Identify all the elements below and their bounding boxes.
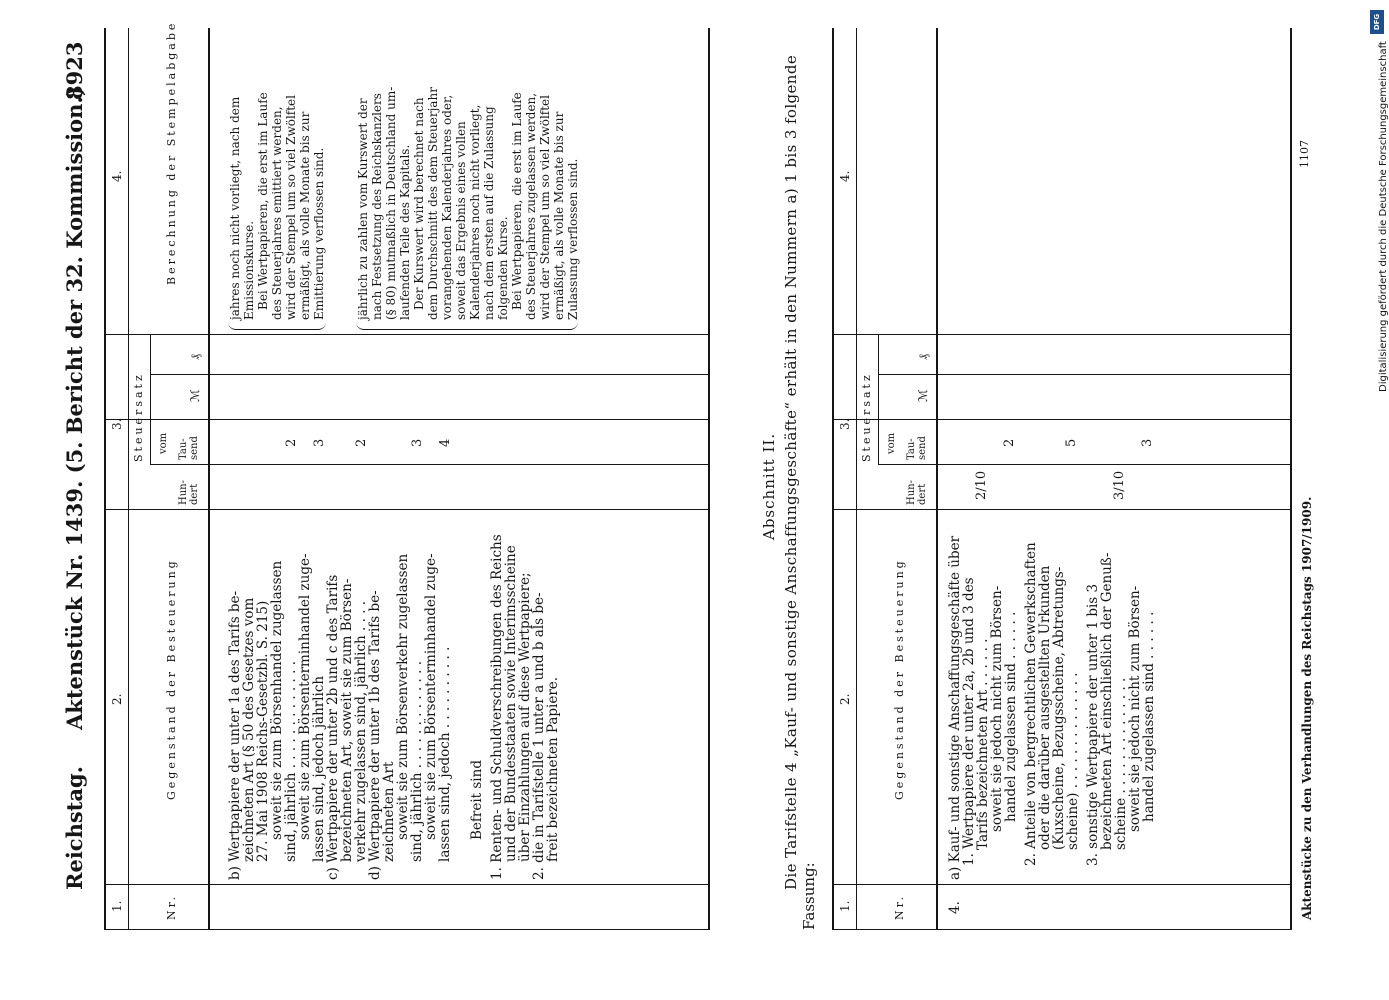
header-left: Reichstag.	[62, 766, 87, 890]
col2-number: 2.	[110, 693, 124, 705]
t1-line-befreit: Befreit sind	[469, 760, 485, 840]
t2-rate-frac-a: 2/10	[974, 470, 989, 500]
t2-col1-label: Nr.	[893, 893, 906, 920]
t1-c4-b2-9: nach dem ersten auf die Zulassung	[482, 106, 496, 320]
t2-col2-label: Gegenstand der Besteuerung	[893, 558, 906, 800]
t1-c4-b2-13: wird der Stempel um so viel Zwölftel	[538, 95, 552, 320]
t2-col3-mark: ℳ	[916, 389, 930, 402]
t1-c4-b1-6: Emittierung verflossen sind.	[312, 147, 326, 320]
col3-mark: ℳ	[188, 389, 202, 402]
t1-line-8: bezeichneten Art, soweit sie zum Börsen-	[339, 578, 355, 862]
t2-col4-number: 4.	[838, 170, 852, 182]
section-intro-line2: Fassung:	[800, 862, 818, 930]
t1-line-1: zeichneten Art (§ 50 des Gesetzes vom	[241, 597, 257, 862]
t1-c4-b1-4: wird der Stempel um so viel Zwölftel	[284, 95, 298, 320]
t2-col3-vom: vom	[886, 432, 897, 454]
t2-line-9: 3. sonstige Wertpapiere der unter 1 bis 3	[1085, 583, 1101, 866]
t1-line-2: 27. Mai 1908 Reichs-Gesetzbl. S. 215)	[255, 600, 271, 862]
t1-rate-1: 3	[312, 438, 327, 447]
section-title: Abschnitt II.	[760, 432, 778, 540]
t1-line-18: 1. Renten- und Schuldverschreibungen des Reichs	[489, 534, 505, 880]
t1-c4-b1-1: Emissionskurse.	[242, 220, 256, 320]
t1-c4-b1-5: ermäßigt, als volle Monate bis zur	[298, 111, 312, 320]
t1-c4-b2-0: jährlich zu zahlen vom Kurswert der	[356, 98, 370, 320]
t2-line-6: oder die darüber ausgestellten Urkunden	[1037, 565, 1053, 850]
t1-c4-b2-1: nach Festsetzung des Reichskanzlers	[370, 93, 384, 320]
t2-line-2: Tarifs bezeichneten Art . . . . . .	[975, 638, 991, 850]
t2-line-5: 2. Anteile von bergrechtlichen Gewerkschaften	[1023, 542, 1039, 866]
t1-c4-b2-14: ermäßigt, als volle Monate bis zur	[552, 111, 566, 320]
section-intro-line1: Die Tarifstelle 4 „Kauf- und sonstige Anschaffungsgeschäfte“ erhält in den Nummern a) 1 bis 3 folgende	[782, 54, 800, 890]
t2-line-11: scheine . . . . . . . . . . . . . .	[1113, 677, 1129, 850]
t2-line-1: 1. Wertpapiere der unter 2a, 2b und 3 des	[961, 577, 977, 866]
col3-number: 3.	[110, 418, 124, 430]
t2-col3-label: Steuersatz	[860, 372, 873, 462]
t1-line-4: sind, jährlich . . . . . . . . . . . . .	[283, 660, 299, 862]
t1-rate-0: 2	[284, 438, 299, 447]
col4-label: Berechnung der Stempelabgabe	[165, 20, 178, 285]
t1-c4-b2-8: Kalenderjahres noch nicht vorliegt,	[468, 104, 482, 320]
t1-line-10: d) Wertpapiere der unter 1b des Tarifs be-	[367, 590, 383, 880]
t1-c4-b2-5: dem Durchschnitt des dem Steuerjahr	[426, 87, 440, 320]
t1-c4-b2-2: (§ 80) mutmaßlich in Deutschland um-	[384, 86, 398, 320]
footer-right: 1107	[1298, 140, 1311, 168]
t2-line-8: scheine) . . . . . . . . . . . . . .	[1065, 672, 1081, 850]
t2-line-10: bezeichneten Art einschließlich der Genuß-	[1099, 552, 1115, 850]
header-center: Aktenstück Nr. 1439. (5. Bericht der 32. Kommission.)	[62, 86, 87, 730]
t2-col2-number: 2.	[838, 693, 852, 705]
t2-col3-tausend: Tau-send	[906, 436, 928, 460]
t2-rate-frac-c: 3/10	[1112, 470, 1127, 500]
t1-c4-b2-15: Zulassung verflossen sind.	[566, 158, 580, 320]
t1-line-12: soweit sie zum Börsenverkehr zugelassen	[395, 553, 411, 840]
col3-vom: vom	[158, 432, 169, 454]
col1-label: Nr.	[165, 893, 178, 920]
t2-line-4: handel zugelassen sind . . . . . .	[1003, 611, 1019, 822]
page-number: 8923	[62, 41, 87, 100]
dfg-logo: DFG	[1370, 10, 1384, 34]
t1-c4-b1-0: jahres noch nicht vorliegt, nach dem	[228, 96, 242, 320]
t1-c4-b1-3: des Steuerjahres emittiert werden,	[270, 106, 284, 320]
t2-col1-number: 1.	[838, 900, 852, 912]
t1-line-6: lassen sind, jedoch jährlich	[311, 675, 327, 862]
t2-col3-number: 3.	[838, 418, 852, 430]
col2-label: Gegenstand der Besteuerung	[165, 558, 178, 800]
t2-rate-a2: 2	[1002, 438, 1017, 447]
t2-line-0: a) Kauf- und sonstige Anschaffungsgeschäfte über	[947, 535, 963, 880]
t1-line-19: und der Bundesstaaten sowie Interimsscheine	[503, 545, 519, 862]
t1-line-13: sind, jährlich . . . . . . . . . . . . .	[409, 660, 425, 862]
t1-line-21: 2. die in Tarifstelle 1 unter a und b als be-	[531, 592, 547, 880]
t2-line-12: soweit sie jedoch nicht zum Börsen-	[1127, 585, 1143, 832]
t2-row-nr: 4.	[947, 901, 963, 914]
t2-line-13: handel zugelassen sind . . . . . .	[1141, 611, 1157, 822]
t2-rate-b: 5	[1064, 438, 1079, 447]
t1-line-5: soweit sie zum Börsenterminhandel zuge-	[297, 553, 313, 840]
col3-hundert: Hun-dert	[178, 480, 200, 505]
t2-line-3: soweit sie jedoch nicht zum Börsen-	[989, 585, 1005, 832]
t1-c4-b2-11: Bei Wertpapieren, die erst im Laufe	[510, 92, 524, 310]
col1-number: 1.	[110, 900, 124, 912]
t2-col3-hundert: Hun-dert	[906, 480, 928, 505]
t1-line-14: soweit sie zum Börsenterminhandel zuge-	[423, 553, 439, 840]
t1-rate-2: 2	[354, 438, 369, 447]
t1-c4-b2-12: des Steuerjahres zugelassen werden,	[524, 92, 538, 320]
t1-c4-b2-6: vorangehenden Kalenderjahres oder,	[440, 94, 454, 320]
col3-tausend: Tau-send	[178, 436, 200, 460]
t2-rate-c2: 3	[1140, 438, 1155, 447]
t1-c4-b2-10: folgenden Kurse.	[496, 216, 510, 320]
col3-label: Steuersatz	[132, 372, 145, 462]
t2-col3-pf: ₰	[916, 354, 930, 360]
t1-line-22: freit bezeichneten Papiere.	[545, 676, 561, 862]
t2-line-7: (Kuxscheine, Bezugsscheine, Abtretungs-	[1051, 566, 1067, 850]
t1-line-11: zeichneten Art	[381, 761, 397, 862]
t1-line-9: verkehr zugelassen sind, jährlich . . . .	[353, 600, 369, 862]
t1-line-3: soweit sie zum Börsenhandel zugelassen	[269, 560, 285, 840]
t1-line-20: über Einzahlungen auf diese Wertpapiere;	[517, 572, 533, 862]
t1-rate-3: 3	[410, 438, 425, 447]
t1-line-7: c) Wertpapiere der unter 2b und c des Tarifs	[325, 574, 341, 880]
t1-c4-b2-7: soweit das Ergebnis eines vollen	[454, 121, 468, 320]
col4-number: 4.	[110, 170, 124, 182]
t1-rate-4: 4	[438, 438, 453, 447]
footer-left: Aktenstücke zu den Verhandlungen des Reichstags 1907/1909.	[1300, 496, 1314, 920]
digitization-credit: Digitalisierung gefördert durch die Deutsche Forschungsgemeinschaft	[1378, 41, 1389, 392]
col3-pf: ₰	[188, 354, 202, 360]
t1-line-15: lassen sind, jedoch . . . . . . . . . .	[437, 646, 453, 862]
t1-c4-b2-3: laufenden Teile des Kapitals.	[398, 144, 412, 320]
t1-line-0: b) Wertpapiere der unter 1a des Tarifs be-	[227, 590, 243, 880]
t1-c4-b2-4: Der Kurswert wird berechnet nach	[412, 97, 426, 310]
t1-c4-b1-2: Bei Wertpapieren, die erst im Laufe	[256, 92, 270, 310]
